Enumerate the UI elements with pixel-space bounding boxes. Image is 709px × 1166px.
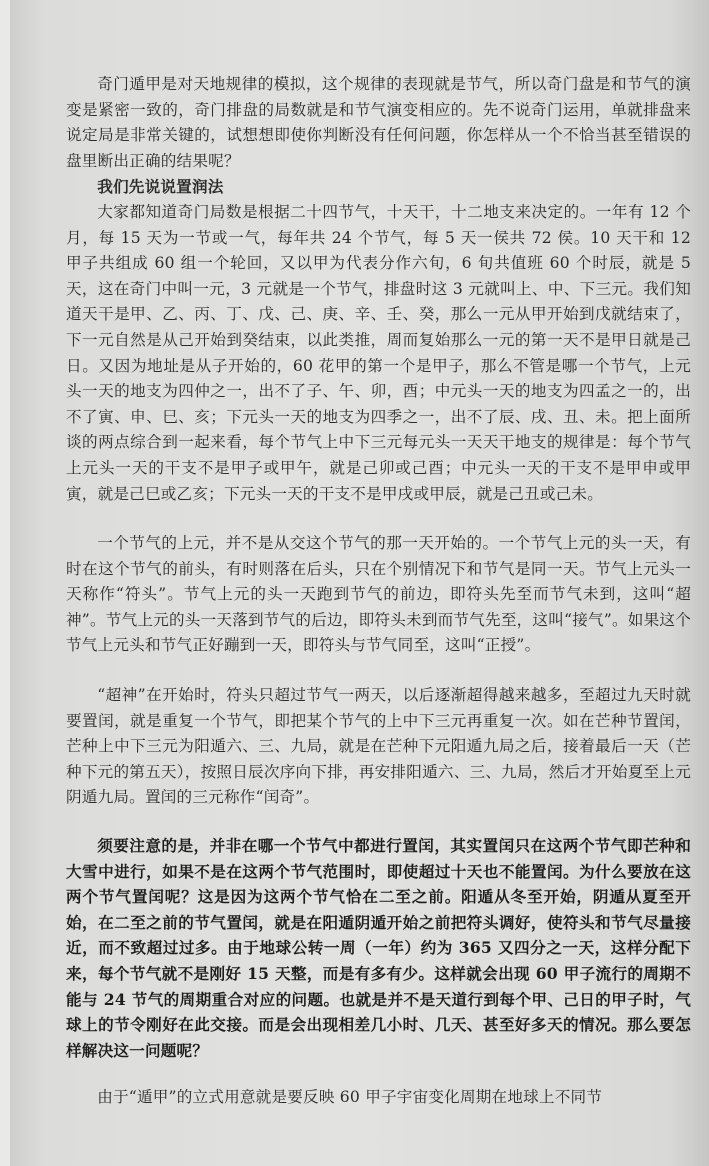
paragraph-chaoshen: “超神”在开始时，符头只超过节气一两天，以后逐渐超得越来越多，至超过九天时就要置闰，就是重复一个节气，即把某个节气的上中下三元再重复一次。如在芒种节置闰，芒种上中下三元为阳遁六、三、九局，就是在芒种下元阳遁九局之后，接着最后一天（芒种下元的第五天），按照日辰次序向下排，再安排阳遁六、三、九局，然后才开始夏至上元阴遁九局。置闰的三元称作“闰奇”。 [66,686,691,807]
page-edge [0,0,10,1166]
document-body [66,72,691,1111]
paragraph-zhirun: 须要注意的是，并非在哪一个节气中都进行置闰，其实置闰只在这两个节气即芒种和大雪中进行，如果不是在这两个节气范围时，即使超过十天也不能置闰。为什么要放在这两个节气置闰呢？这是因为这两个节气恰在二至之前。阳遁从冬至开始，阴遁从夏至开始，在二至之前的节气置闰，就是在阳遁阴遁开始之前把符头调好，使符头和节气尽量接近，而不致超过过多。由于地球公转一周（一年）约为 365 又四分之一天，这样分配下来，每个节气就不是刚好 15 天整，而是有多有少。这样就会出现 60 甲子流行的周期不能与 24 节气的周期重合对应的问题。也就是并不是天道行到每个甲、己日的甲子时，气球上的节令刚好在此交接。而是会出现相差几小时、几天、甚至好多天的情况。那么要怎样解决这一问题呢？ [66,836,691,1060]
paragraph-dunjia: 由于“遁甲”的立式用意就是要反映 60 甲子宇宙变化周期在地球上不同节 [97,1088,603,1107]
paragraph-futou: 一个节气的上元，并不是从交这个节气的那一天开始的。一个节气上元的头一天，有时在这个节气的前头，有时则落在后头，只在个别情况下和节气是同一天。节气上元头一天称作“符头”。节气上元的头一天跑到节气的前边，即符头先至而节气未到，这叫“超神”。节气上元的头一天落到节气的后边，即符头未到而节气先至，这叫“接气”。如果这个节气上元头和节气正好蹦到一天，即符头与节气同至，这叫“正授”。 [66,534,691,655]
paragraph-rules: 大家都知道奇门局数是根据二十四节气，十天干，十二地支来决定的。一年有 12 个月，每 15 天为一节或一气，每年共 24 个节气，每 5 天一侯共 72 侯。10 天干和 12 甲子共组成 60 组一个轮回，又以甲为代表分作六旬，6 旬共值班 60 个时辰，就是 5 天，这在奇门中叫一元，3 元就是一个节气，排盘时这 3 元就叫上、中、下三元。我们知道天干是甲、乙、丙、丁、戊、己、庚、辛、壬、癸，那么一元从甲开始到戊就结束了，下一元自然是从己开始到癸结束，以此类推，周而复始那么一元的第一天不是甲日就是己日。又因为地址是从子开始的，60 花甲的第一个是甲子，那么不管是哪一个节气，上元头一天的地支为四仲之一，出不了子、午、卯，酉；中元头一天的地支为四孟之一的，出不了寅、申、巳、亥；下元头一天的地支为四季之一，出不了辰、戌、丑、未。把上面所谈的两点综合到一起来看，每个节气上中下三元每元头一天天干地支的规律是：每个节气上元头一天的干支不是甲子或甲午，就是己卯或己酉；中元头一天的干支不是甲申或甲寅，就是己巳或乙亥；下元头一天的干支不是甲戌或甲辰，就是己丑或己未。 [66,202,691,503]
paragraph-intro: 奇门遁甲是对天地规律的模拟，这个规律的表现就是节气，所以奇门盘是和节气的演变是紧密一致的，奇门排盘的局数就是和节气演变相应的。先不说奇门运用，单就排盘来说定局是非常关键的，试想想即使你判断没有任何问题，你怎样从一个不恰当甚至错误的盘里断出正确的结果呢？ [66,75,691,170]
section-heading: 我们先说说置润法 [97,177,224,197]
